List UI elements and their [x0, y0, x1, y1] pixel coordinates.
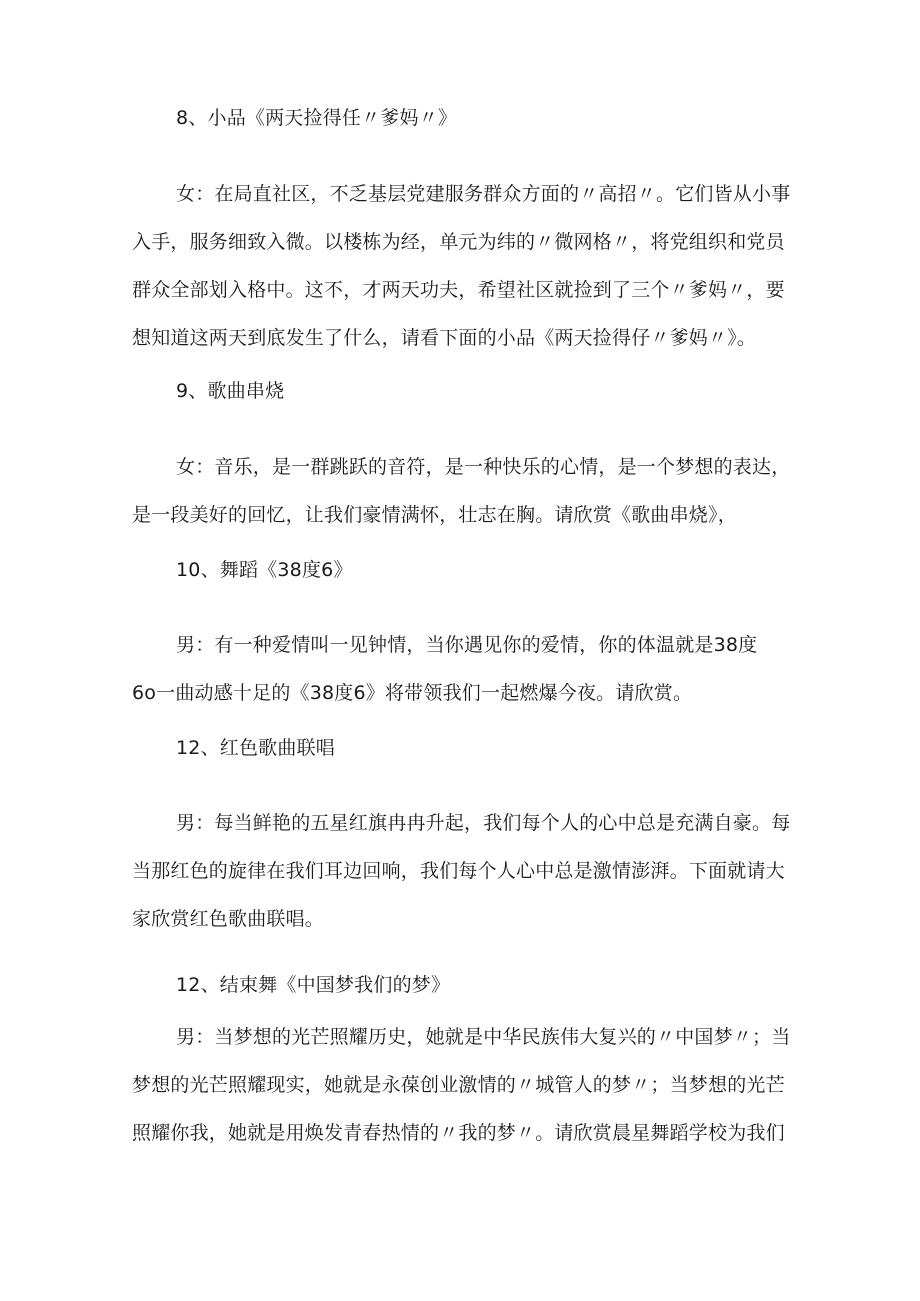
paragraph-line: 男：每当鲜艳的五星红旗冉冉升起，我们每个人的心中总是充满自豪。每 — [176, 812, 791, 834]
section-heading: 10、舞蹈《38度6》 — [176, 559, 353, 581]
paragraph-line: 梦想的光芒照耀现实，她就是永葆创业激情的〃城管人的梦〃；当梦想的光芒 — [132, 1074, 785, 1096]
paragraph-line: 想知道这两天到底发生了什么，请看下面的小品《两天捡得仔〃爹妈〃》。 — [132, 327, 757, 349]
paragraph-line: 女：音乐，是一群跳跃的音符，是一种快乐的心情，是一个梦想的表达， — [176, 456, 791, 478]
paragraph-line: 群众全部划入格中。这不，才两天功夫，希望社区就捡到了三个〃爹妈〃，要 — [132, 279, 785, 301]
section-heading: 12、红色歌曲联唱 — [176, 737, 335, 759]
paragraph-line: 6o一曲动感十足的《38度6》将带领我们一起燃爆今夜。请欣赏。 — [132, 682, 693, 704]
paragraph-line: 家欣赏红色歌曲联唱。 — [132, 908, 325, 930]
paragraph-line: 是一段美好的回忆，让我们豪情满怀，壮志在胸。请欣赏《歌曲串烧》， — [132, 504, 737, 526]
paragraph-line: 女：在局直社区，不乏基层党建服务群众方面的〃高招〃。它们皆从小事 — [176, 183, 791, 205]
paragraph-line: 照耀你我，她就是用焕发青春热情的〃我的梦〃。请欣赏晨星舞蹈学校为我们 — [132, 1122, 785, 1144]
section-heading: 8、小品《两天捡得任〃爹妈〃》 — [176, 107, 458, 129]
paragraph-line: 入手，服务细致入微。以楼栋为经，单元为纬的〃微网格〃，将党组织和党员 — [132, 231, 785, 253]
section-heading: 9、歌曲串烧 — [176, 380, 285, 402]
paragraph-line: 男：有一种爱情叫一见钟情，当你遇见你的爱情，你的体温就是38度 — [176, 634, 758, 656]
section-heading: 12、结束舞《中国梦我们的梦》 — [176, 974, 451, 996]
paragraph-line: 当那红色的旋律在我们耳边回响，我们每个人心中总是激情澎湃。下面就请大 — [132, 860, 785, 882]
paragraph-line: 男：当梦想的光芒照耀历史，她就是中华民族伟大复兴的〃中国梦〃；当 — [176, 1026, 791, 1048]
